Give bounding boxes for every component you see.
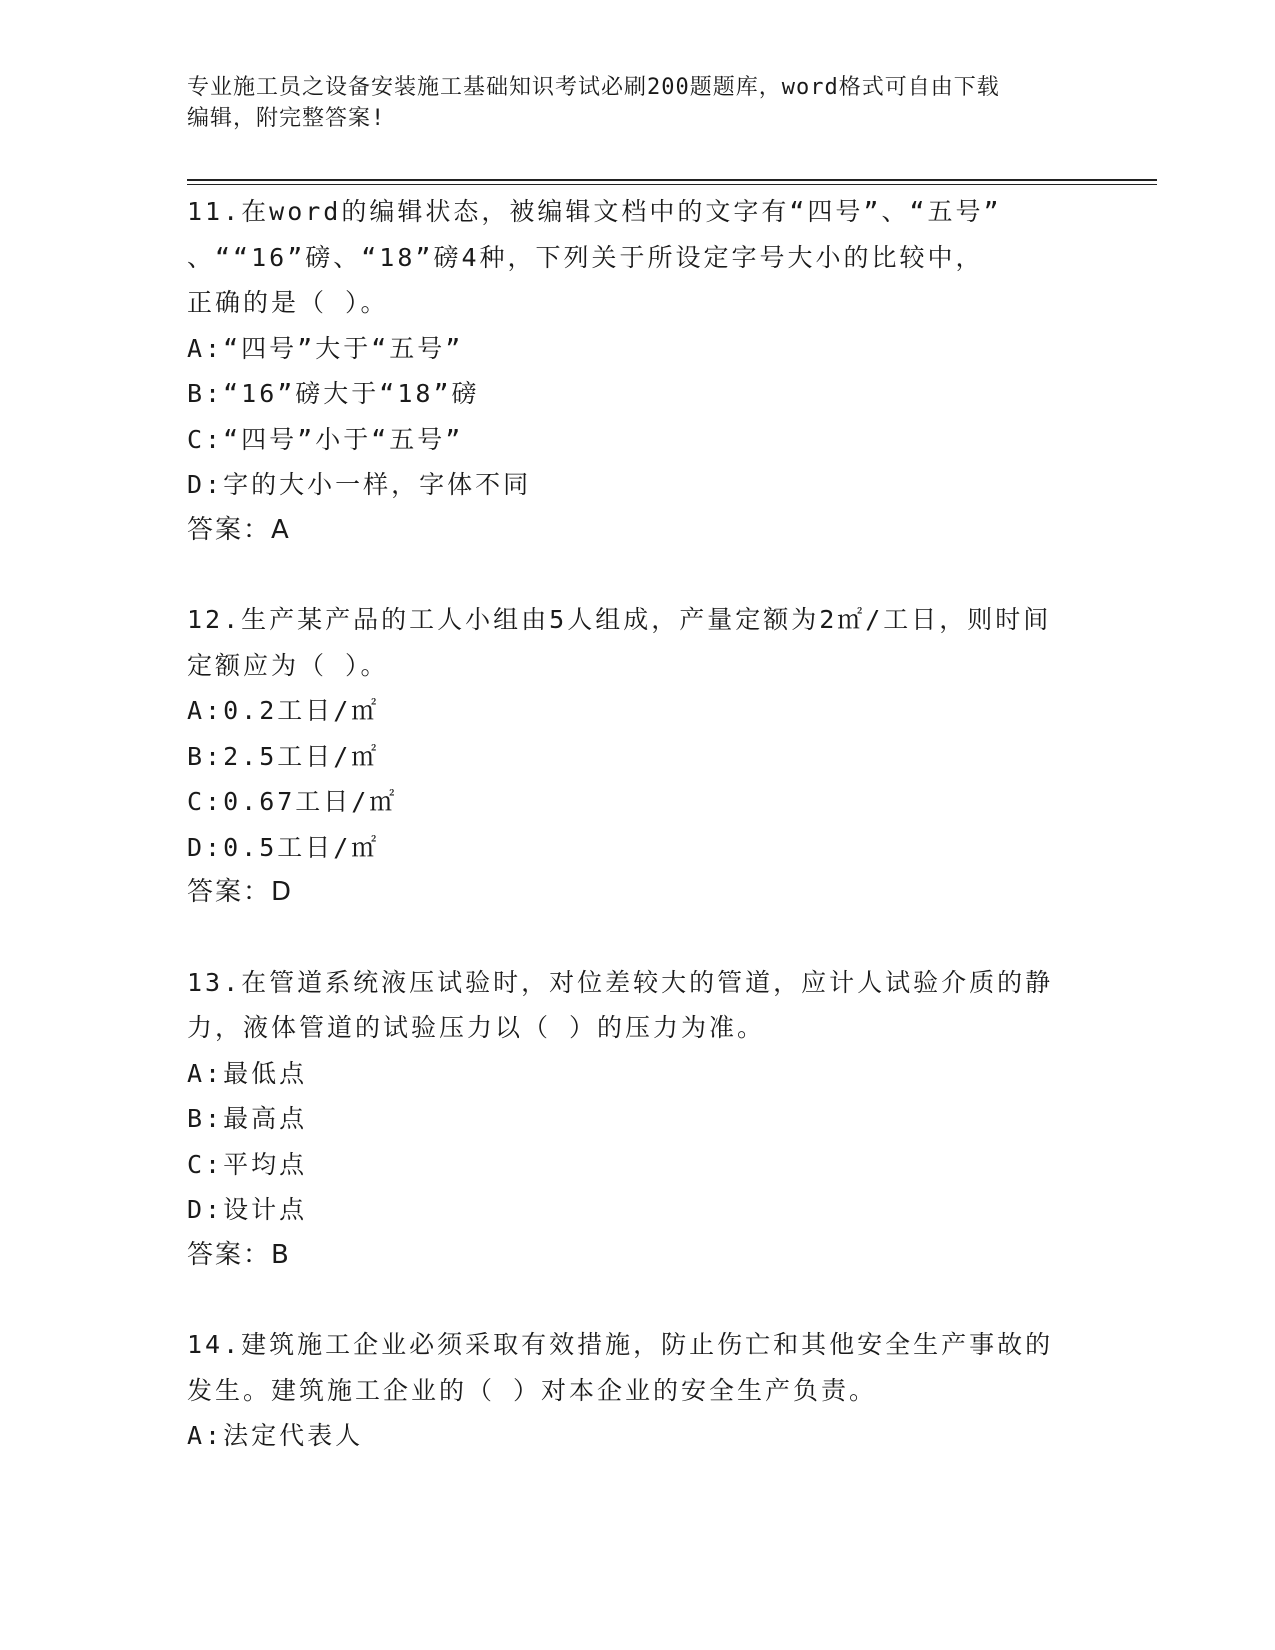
question-stem bbox=[187, 189, 1087, 326]
question-stem-line: 14.建筑施工企业必须采取有效措施，防止伤亡和其他安全生产事故的 bbox=[187, 1330, 1054, 1359]
question-stem bbox=[187, 597, 1087, 688]
option-b: B:2.5工日/㎡ bbox=[187, 741, 380, 771]
question-14 bbox=[187, 1322, 1087, 1459]
question-stem-line: 发生。建筑施工企业的（ ）对本企业的安全生产负责。 bbox=[187, 1375, 878, 1405]
question-stem-line: 12.生产某产品的工人小组由5人组成，产量定额为2㎡/工日，则时间 bbox=[187, 605, 1052, 634]
option-b: B:“16”磅大于“18”磅 bbox=[187, 379, 480, 408]
question-list bbox=[187, 189, 1087, 1503]
option-c: C:0.67工日/㎡ bbox=[187, 787, 398, 816]
header-title-line-1: 专业施工员之设备安装施工基础知识考试必刷200题题库，word格式可自由下载 bbox=[187, 75, 1000, 100]
question-stem bbox=[187, 1322, 1087, 1413]
question-stem-line: 11.在word的编辑状态，被编辑文档中的文字有“四号”、“五号” bbox=[187, 197, 1002, 226]
answer-label: 答案：B bbox=[187, 1239, 291, 1270]
option-a: A:0.2工日/㎡ bbox=[187, 696, 380, 725]
option-b: B:最高点 bbox=[187, 1104, 308, 1133]
option-c: C:“四号”小于“五号” bbox=[187, 424, 464, 454]
question-12 bbox=[187, 597, 1087, 916]
question-stem-line: 力，液体管道的试验压力以（ ）的压力为准。 bbox=[187, 1013, 766, 1042]
header-divider-thick bbox=[187, 179, 1157, 181]
option-c: C:平均点 bbox=[187, 1149, 308, 1179]
option-a: A:“四号”大于“五号” bbox=[187, 333, 464, 363]
header-title-line-2: 编辑，附完整答案! bbox=[187, 106, 386, 131]
option-a: A:法定代表人 bbox=[187, 1421, 364, 1450]
question-stem-line: 、““16”磅、“18”磅4种，下列关于所设定字号大小的比较中， bbox=[187, 242, 984, 272]
answer-label: 答案：A bbox=[187, 514, 291, 545]
header-divider-thin bbox=[187, 184, 1157, 185]
document-header bbox=[187, 72, 1067, 134]
option-d: D:字的大小一样，字体不同 bbox=[187, 470, 532, 499]
question-stem-line: 定额应为（ ）。 bbox=[187, 650, 389, 680]
option-a: A:最低点 bbox=[187, 1058, 308, 1088]
question-stem bbox=[187, 960, 1087, 1051]
question-11 bbox=[187, 189, 1087, 553]
question-stem-line: 正确的是（ ）。 bbox=[187, 288, 389, 317]
question-13 bbox=[187, 960, 1087, 1279]
option-d: D:设计点 bbox=[187, 1195, 308, 1224]
option-d: D:0.5工日/㎡ bbox=[187, 832, 380, 862]
question-stem-line: 13.在管道系统液压试验时，对位差较大的管道，应计人试验介质的静 bbox=[187, 967, 1054, 997]
answer-label: 答案：D bbox=[187, 877, 294, 907]
